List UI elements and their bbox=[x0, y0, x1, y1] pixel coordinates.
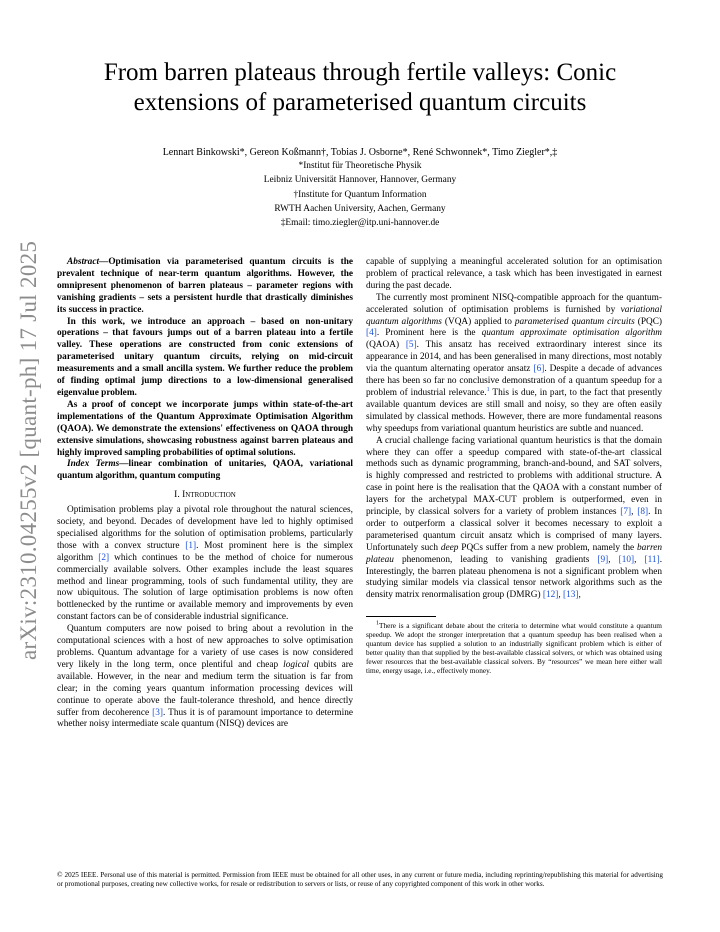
intro-paragraph-5: A crucial challenge facing variational quantum heuristics is that the domain where they can offer a speedup compared with state-of-the-art classical methods such as dynamic programming, branch-and-bound, and SAT solvers, is highly compressed and restricted to problems with additional structure. A case in point here is the realisation that the QAOA with a constant number of layers for the archetypal MAX-CUT problem is outperformed, even in principle, by classical solvers for a variety of problem instances [7], [8]. In order to outperform a classical solver it becomes necessary to exploit a parameterised quantum circuit ansatz which is comprised of many layers. Unfortunately such deep PQCs suffer from a new problem, namely the barren plateau phenomenon, leading to vanishing gradients [9], [10], [11]. Interestingly, the barren plateau phenomena is not a significant problem when studying similar models via classical tensor network algorithms such as the density matrix renormalisation group (DMRG) [12], [13], bbox=[366, 435, 663, 601]
citation-link[interactable]: [3] bbox=[152, 707, 163, 718]
citation-link[interactable]: [7] bbox=[620, 507, 632, 518]
intro-paragraph-1: Optimisation problems play a pivotal role throughout the natural sciences, society, and beyond. Decades of development have led to highly optimised specialised algorithms for the solution of optimisation problems, particularly those with a convex structure [1]. Most prominent here is the simplex algorithm [2] which continues to be the method of choice for numerous commercially available solvers. Other examples include the least squares method and linear programming, tools of such fundamental utility, they are now ubiquitous. The solution of large optimisation problems is now often bottlenecked by the runtime or available memory and improvements by even constant factors can be of considerable industrial significance. bbox=[57, 505, 353, 623]
citation-link[interactable]: [9] bbox=[597, 554, 609, 565]
citation-link[interactable]: [11] bbox=[644, 554, 660, 565]
abstract-paragraph-2: In this work, we introduce an approach – based on non-unitary operations – that favours jumps out of a barren plateau into a fertile valley. These operations are constructed from conic extensions of parameterised unitary quantum circuits, relying on mid-circuit measurements and a small ancilla system. We further reduce the problem of finding optimal jump directions to a low-dimensional generalised eigenvalue problem. bbox=[57, 316, 353, 398]
footnote-divider bbox=[366, 616, 436, 617]
right-column bbox=[366, 257, 662, 675]
affiliation-1: *Institut für Theoretische Physik bbox=[298, 161, 422, 171]
citation-link[interactable]: [5] bbox=[405, 340, 417, 351]
abstract-paragraph-3: As a proof of concept we incorporate jumps within state-of-the-art implementations of the Quantum Approximate Optimisation Algorithm (QAOA). We demonstrate the extensions' effectiveness on QAOA through extensive simulations, showcasing robustness against barren plateaus and highly improved sampling probabilities of optimal solutions. bbox=[57, 399, 353, 458]
affiliation-email[interactable]: ‡Email: timo.ziegler@itp.uni-hannover.de bbox=[280, 218, 440, 229]
footnote-number: 1 bbox=[376, 620, 379, 627]
copyright-notice: © 2025 IEEE. Personal use of this material is permitted. Permission from IEEE must be obtained for all other uses, in any current or future media, including reprinting/republishing this material for advertising or promotional purposes, creating new collective works, for resale or redistribution to servers or lists, or reuse of any copyrighted component of this work in other works. bbox=[57, 871, 663, 889]
index-terms: —linear combination of unitaries, QAOA, variational quantum algorithm, quantum computing bbox=[57, 459, 353, 482]
intro-paragraph-4: The currently most prominent NISQ-compatible approach for the quantum-accelerated solution of optimisation problems is furnished by variational quantum algorithms (VQA) applied to parameterised quantum circuits (PQC) [4]. Prominent here is the quantum approximate optimisation algorithm (QAOA) [5]. This ansatz has received extraordinary interest since its appearance in 2014, and has been generalised in many directions, most notably via the quantum alternating operator ansatz [6]. Despite a decade of advances there has been so far no conclusive demonstration of a quantum speedup for a problem of industrial relevance.$^1$ This is due, in part, to the fact that presently available quantum devices are still small and noisy, so they are often easily simulated by classical methods. However, there are more fundamental reasons why speedups from variational quantum heuristics are subtle and nuanced. bbox=[366, 292, 663, 434]
citation-link[interactable]: [6] bbox=[533, 364, 545, 375]
paper-title bbox=[40, 58, 680, 118]
section-heading-introduction: I. Introduction bbox=[174, 490, 236, 501]
citation-link[interactable]: [1] bbox=[185, 540, 197, 551]
footnote-marker[interactable]: 1 bbox=[486, 386, 490, 393]
citation-link[interactable]: [13] bbox=[563, 590, 579, 601]
title-line-1: From barren plateaus through fertile valleys: Conic bbox=[103, 59, 617, 86]
abstract bbox=[57, 257, 353, 483]
affiliation-4: RWTH Aachen University, Aachen, Germany bbox=[274, 203, 446, 214]
index-terms-label: Index Terms bbox=[67, 459, 120, 470]
intro-paragraph-3: capable of supplying a meaningful accelerated solution for an optimisation problem of practical relevance, a task which has been investigated in earnest during the past decade. bbox=[366, 257, 662, 291]
footnote-1 bbox=[366, 621, 662, 675]
title-line-2: extensions of parameterised quantum circuits bbox=[133, 89, 587, 116]
citation-link[interactable]: [8] bbox=[637, 507, 649, 518]
arxiv-stamp[interactable]: arXiv:2310.04255v2 [quant-ph] 17 Jul 2025 bbox=[16, 240, 41, 660]
citation-link[interactable]: [4] bbox=[366, 328, 377, 339]
citation-link[interactable]: [2] bbox=[98, 552, 110, 563]
affiliations bbox=[40, 159, 680, 230]
abstract-paragraph-1: —Optimisation via parameterised quantum circuits is the prevalent technique of near-term quantum algorithms. However, the omnipresent phenomenon of barren plateaus – parameter regions with vanishing gradients – sets a persistent hurdle that drastically diminishes its success in practice. bbox=[57, 257, 353, 315]
citation-link[interactable]: [10] bbox=[618, 554, 635, 565]
affiliation-3: †Institute for Quantum Information bbox=[293, 189, 427, 200]
intro-paragraph-2: Quantum computers are now poised to bring about a revolution in the computational sciences with a host of new approaches to solve optimisation problems. Quantum advantage for a variety of use cases is now considered very likely in the long term, once plentiful and cheap logical qubits are available. However, in the near and medium term the situation is far from clear; in the coming years quantum information processing devices will continue to operate above the fault-tolerance threshold, and hence directly suffer from decoherence [3]. Thus it is of paramount importance to determine whether noisy intermediate scale quantum (NISQ) devices are bbox=[57, 624, 353, 730]
affiliation-2: Leibniz Universität Hannover, Hannover, Germany bbox=[263, 175, 457, 186]
footnote-text: There is a significant debate about the criteria to determine what would constitute a quantum speedup. We adopt the stronger interpretation that a quantum speedup has been realised when a quantum device has supplied a solution to an industrially significant problem which is either of better quality than that supplied by the best-available classical solvers, or which was obtained using fewer resources that the best-available classical solvers. By “resources” we mean here either wall time, energy usage, i.e., effectively money. bbox=[366, 621, 662, 676]
citation-link[interactable]: [12] bbox=[542, 590, 559, 601]
abstract-label: Abstract bbox=[67, 257, 100, 267]
author-list: Lennart Binkowski*, Gereon Koßmann†, Tobias J. Osborne*, René Schwonnek*, Timo Ziegler*,‡ bbox=[162, 147, 558, 158]
left-column bbox=[57, 257, 353, 731]
